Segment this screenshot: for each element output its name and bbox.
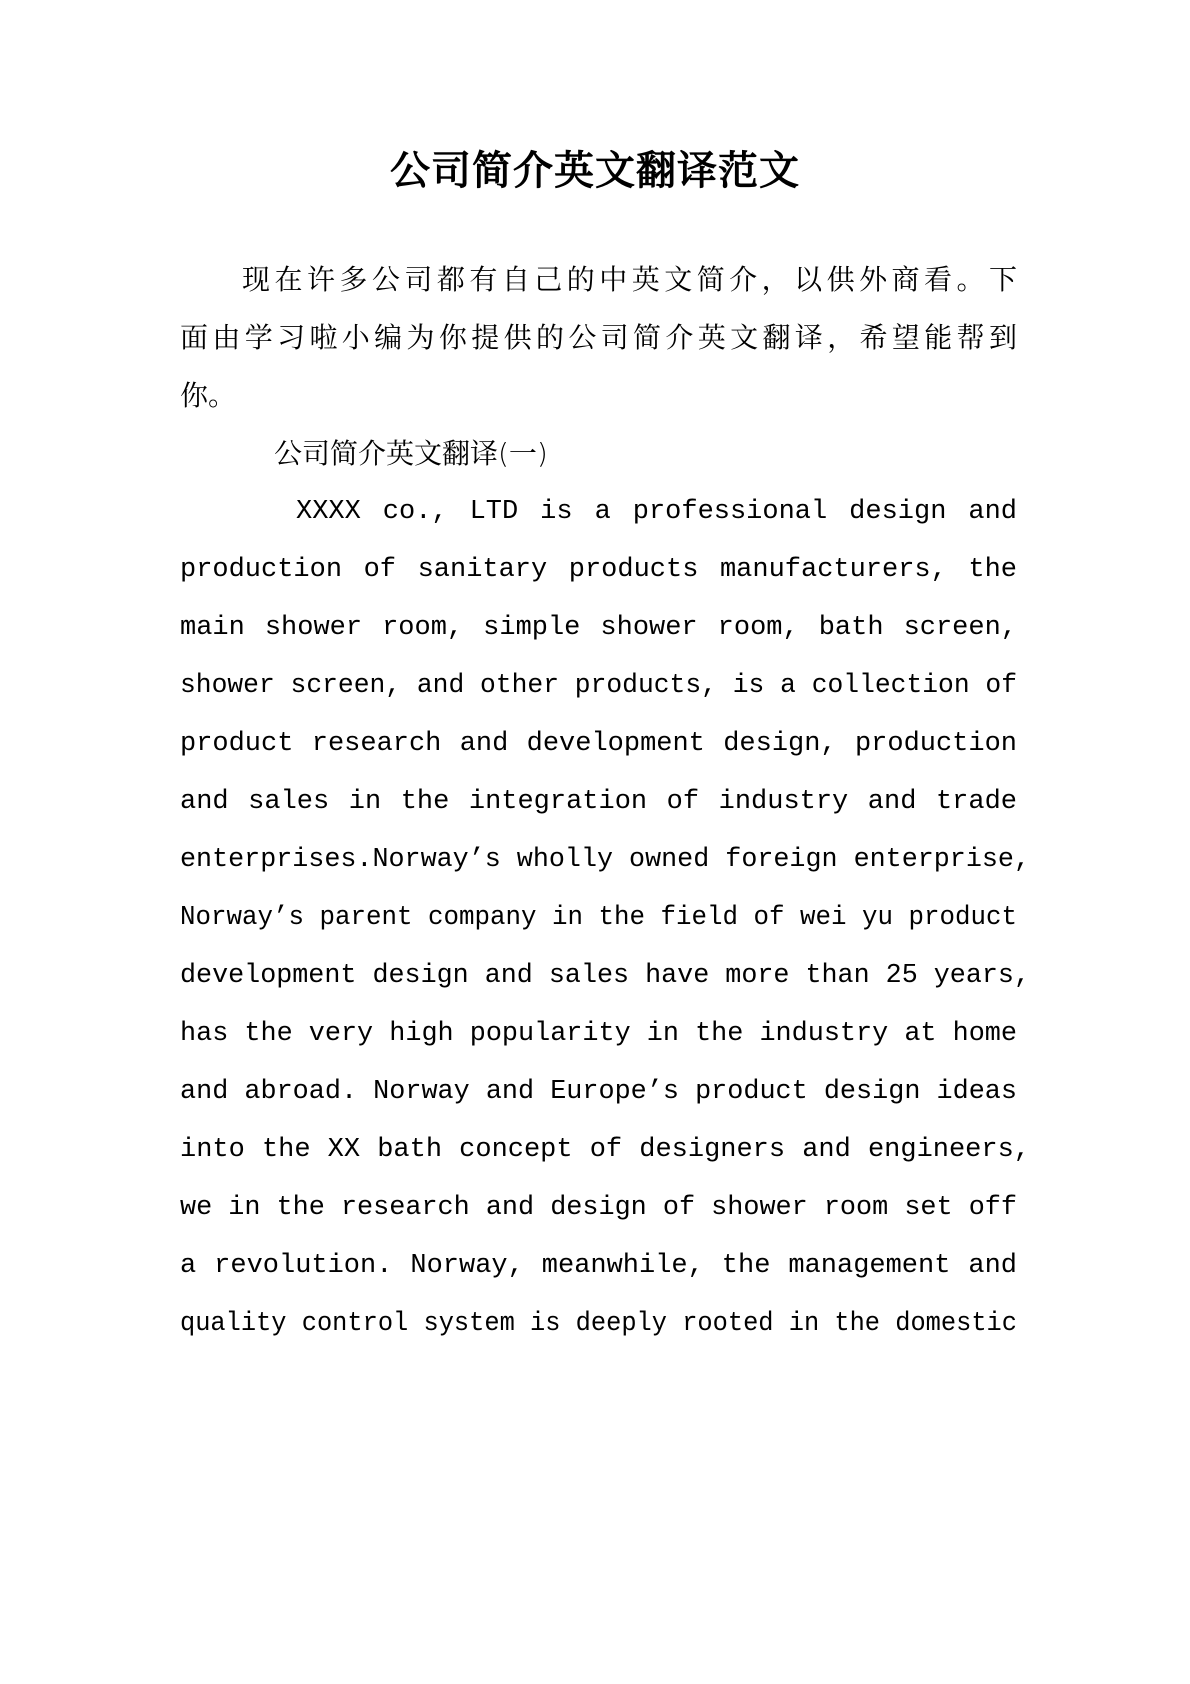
paragraph-line: quality control system is deeply rooted in the domestic <box>180 1309 1017 1339</box>
paragraph-line: product research and development design, production <box>180 729 1017 759</box>
paragraph-line: XXXX co., LTD is a professional design and <box>296 497 1017 527</box>
paragraph-line: Norway’s parent company in the field of wei yu product <box>180 903 1017 933</box>
paragraph-line: and sales in the integration of industry and trade <box>180 787 1017 817</box>
intro-line: 现在许多公司都有自己的中英文简介，以供外商看。下 <box>242 263 1017 296</box>
paragraph-line: production of sanitary products manufacturers, the <box>180 555 1017 585</box>
paragraph-line: main shower room, simple shower room, bath screen, <box>180 613 1017 643</box>
intro-line: 你。 <box>180 379 237 412</box>
section-heading: 公司简介英文翻译(一) <box>274 437 548 470</box>
paragraph-line: we in the research and design of shower room set off <box>180 1193 1017 1223</box>
paragraph-line: development design and sales have more than 25 years, <box>180 961 1030 991</box>
paragraph-line: shower screen, and other products, is a collection of <box>180 671 1017 701</box>
paragraph-line: and abroad. Norway and Europe’s product design ideas <box>180 1077 1017 1107</box>
paragraph-line: enterprises.Norway’s wholly owned foreign enterprise, <box>180 845 1030 875</box>
paragraph-line: into the XX bath concept of designers and engineers, <box>180 1135 1030 1165</box>
document-title: 公司简介英文翻译范文 <box>390 147 800 194</box>
intro-line: 面由学习啦小编为你提供的公司简介英文翻译，希望能帮到 <box>180 321 1017 354</box>
paragraph-line: a revolution. Norway, meanwhile, the management and <box>180 1251 1017 1281</box>
paragraph-line: has the very high popularity in the industry at home <box>180 1019 1017 1049</box>
